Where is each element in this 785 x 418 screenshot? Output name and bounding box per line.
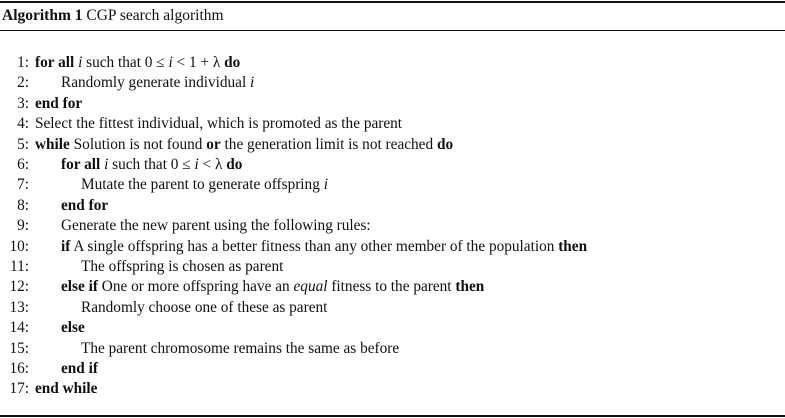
- top-rule: [0, 1, 785, 3]
- keyword: do: [226, 156, 243, 173]
- statement-text: Select the fittest individual, which is promoted as the parent: [35, 115, 403, 133]
- line-number: 16:: [9, 360, 29, 377]
- line-text: [35, 113, 402, 134]
- line-number: 5:: [17, 135, 29, 153]
- line-text: [35, 93, 82, 114]
- line-text: [81, 256, 283, 277]
- statement-text: The offspring is chosen as parent: [81, 258, 284, 275]
- line-number: 4:: [17, 115, 29, 133]
- statement-text: < λ: [198, 156, 227, 173]
- statement-text: such that 0 ≤: [108, 156, 195, 173]
- line-text: [81, 338, 399, 359]
- keyword: or: [206, 135, 221, 153]
- line-number: 7:: [17, 176, 29, 194]
- statement-text: fitness to the parent: [327, 278, 456, 296]
- line-text: [61, 72, 254, 93]
- keyword: if: [61, 237, 71, 255]
- statement-text: Mutate the parent to generate offspring: [81, 176, 324, 194]
- statement-text: Solution is not found: [69, 135, 207, 153]
- keyword: do: [436, 135, 454, 153]
- line-number: 11:: [10, 258, 29, 275]
- line-number: 15:: [9, 339, 29, 357]
- algorithm-label: Algorithm 1: [2, 7, 83, 24]
- line-number: 10:: [9, 237, 29, 255]
- math-variable: i: [323, 176, 328, 194]
- line-number: 14:: [9, 319, 29, 337]
- line-text: [61, 154, 242, 175]
- algorithm-caption: [2, 7, 224, 25]
- line-text: [61, 317, 85, 338]
- line-number: 3:: [17, 94, 29, 112]
- math-variable: i: [104, 156, 109, 173]
- keyword: else if: [61, 278, 98, 296]
- line-number: 1:: [17, 54, 29, 71]
- line-text: [61, 215, 371, 236]
- line-text: [35, 52, 240, 73]
- line-number: 13:: [9, 298, 29, 316]
- statement-text: the generation limit is not reached: [220, 135, 437, 153]
- keyword: while: [35, 135, 70, 153]
- statement-text: One or more offspring have an: [97, 278, 294, 296]
- keyword: for all: [61, 156, 101, 173]
- keyword: do: [224, 54, 241, 71]
- line-text: [81, 297, 327, 318]
- line-text: [61, 195, 108, 216]
- math-variable: i: [78, 54, 83, 71]
- keyword: end for: [35, 94, 83, 112]
- statement-text: Randomly generate individual: [61, 74, 251, 92]
- keyword: then: [558, 237, 588, 255]
- line-text: [35, 378, 97, 399]
- line-text: [61, 276, 484, 297]
- algorithm-title: CGP search algorithm: [86, 7, 224, 24]
- bottom-rule: [0, 415, 785, 417]
- statement-text: Randomly choose one of these as parent: [81, 298, 328, 316]
- statement-text: Generate the new parent using the following rules:: [61, 217, 371, 235]
- keyword: then: [455, 278, 485, 296]
- keyword: end while: [35, 380, 98, 398]
- line-number: 17:: [9, 380, 29, 398]
- line-text: [61, 236, 587, 257]
- line-number: 9:: [17, 217, 29, 235]
- line-number: 12:: [9, 278, 29, 296]
- line-text: [35, 134, 453, 155]
- statement-text: < 1 + λ: [172, 54, 225, 71]
- line-number: 8:: [17, 196, 29, 214]
- math-variable: i: [250, 74, 255, 92]
- keyword: else: [61, 319, 85, 337]
- statement-text: such that 0 ≤: [82, 54, 169, 71]
- math-variable: equal: [293, 278, 328, 296]
- statement-text: The parent chromosome remains the same as before: [81, 339, 400, 357]
- statement-text: A single offspring has a better fitness than any other member of the population: [70, 237, 559, 255]
- line-number: 2:: [17, 74, 29, 92]
- caption-rule: [0, 30, 785, 31]
- keyword: end for: [61, 196, 109, 214]
- keyword: end if: [61, 360, 98, 377]
- line-number: 6:: [17, 156, 29, 173]
- keyword: for all: [35, 54, 75, 71]
- line-text: [81, 174, 328, 195]
- line-text: [61, 358, 98, 379]
- math-variable: i: [194, 156, 199, 173]
- math-variable: i: [168, 54, 173, 71]
